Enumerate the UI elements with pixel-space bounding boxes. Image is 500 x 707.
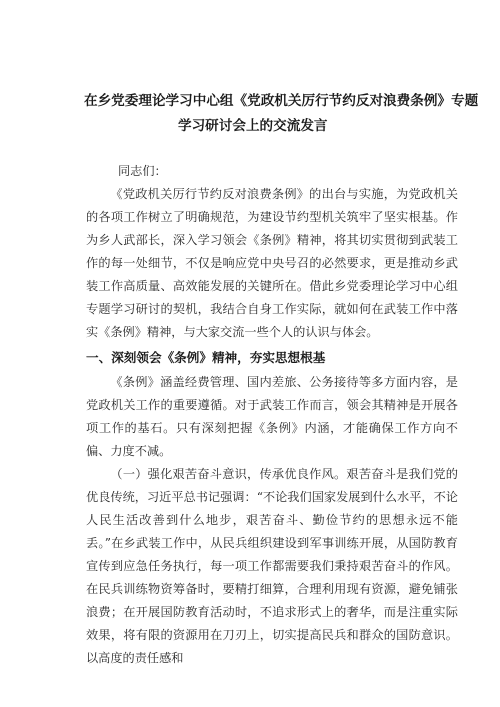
section-heading-1: 一、深刻领会《条例》精神，夯实思想根基 <box>86 350 326 365</box>
salutation: 同志们： <box>118 164 167 178</box>
paragraph-section-1: 《条例》涵盖经费管理、国内差旅、公务接待等多方面内容，是党政机关工作的重要遵循。对于武装工作而言，领会其精神是开展各项工作的基石。只有深刻把握《条例》内涵，才能确保工作方向不偏、力度不减。 <box>86 375 458 458</box>
document-title-line-2: 学习研讨会上的交流发言 <box>178 118 328 134</box>
document-title-line-1: 在乡党委理论学习中心组《党政机关厉行节约反对浪费条例》专题 <box>84 93 479 109</box>
paragraph-subsection-1: （一）强化艰苦奋斗意识，传承优良作风。艰苦奋斗是我们党的优良传统，习近平总书记强调：“不论我们国家发展到什么水平，不论人民生活改善到什么地步，艰苦奋斗、勤俭节约的思想永远不能丢。”在乡武装工作中，从民兵组织建设到军事训练开展，从国防教育宣传到应急任务执行，每一项工作都需要我们秉持艰苦奋斗的作风。在民兵训练物资筹备时，要精打细算，合理利用现有资源，避免铺张浪费；在开展国防教育活动时，不追求形式上的奢华，而是注重实际效果，将有限的资源用在刀刃上，切实提高民兵和群众的国防意识。以高度的责任感和 <box>86 467 458 665</box>
paragraph-intro: 《党政机关厉行节约反对浪费条例》的出台与实施，为党政机关的各项工作树立了明确规范，为建设节约型机关筑牢了坚实根基。作为乡人武部长，深入学习领会《条例》精神，将其切实贯彻到武装工作的每一处细节，不仅是响应党中央号召的必然要求，更是推动乡武装工作高质量、高效能发展的关键所在。借此乡党委理论学习中心组专题学习研讨的契机，我结合自身工作实际，就如何在武装工作中落实《条例》精神，与大家交流一些个人的认识与体会。 <box>86 187 458 339</box>
